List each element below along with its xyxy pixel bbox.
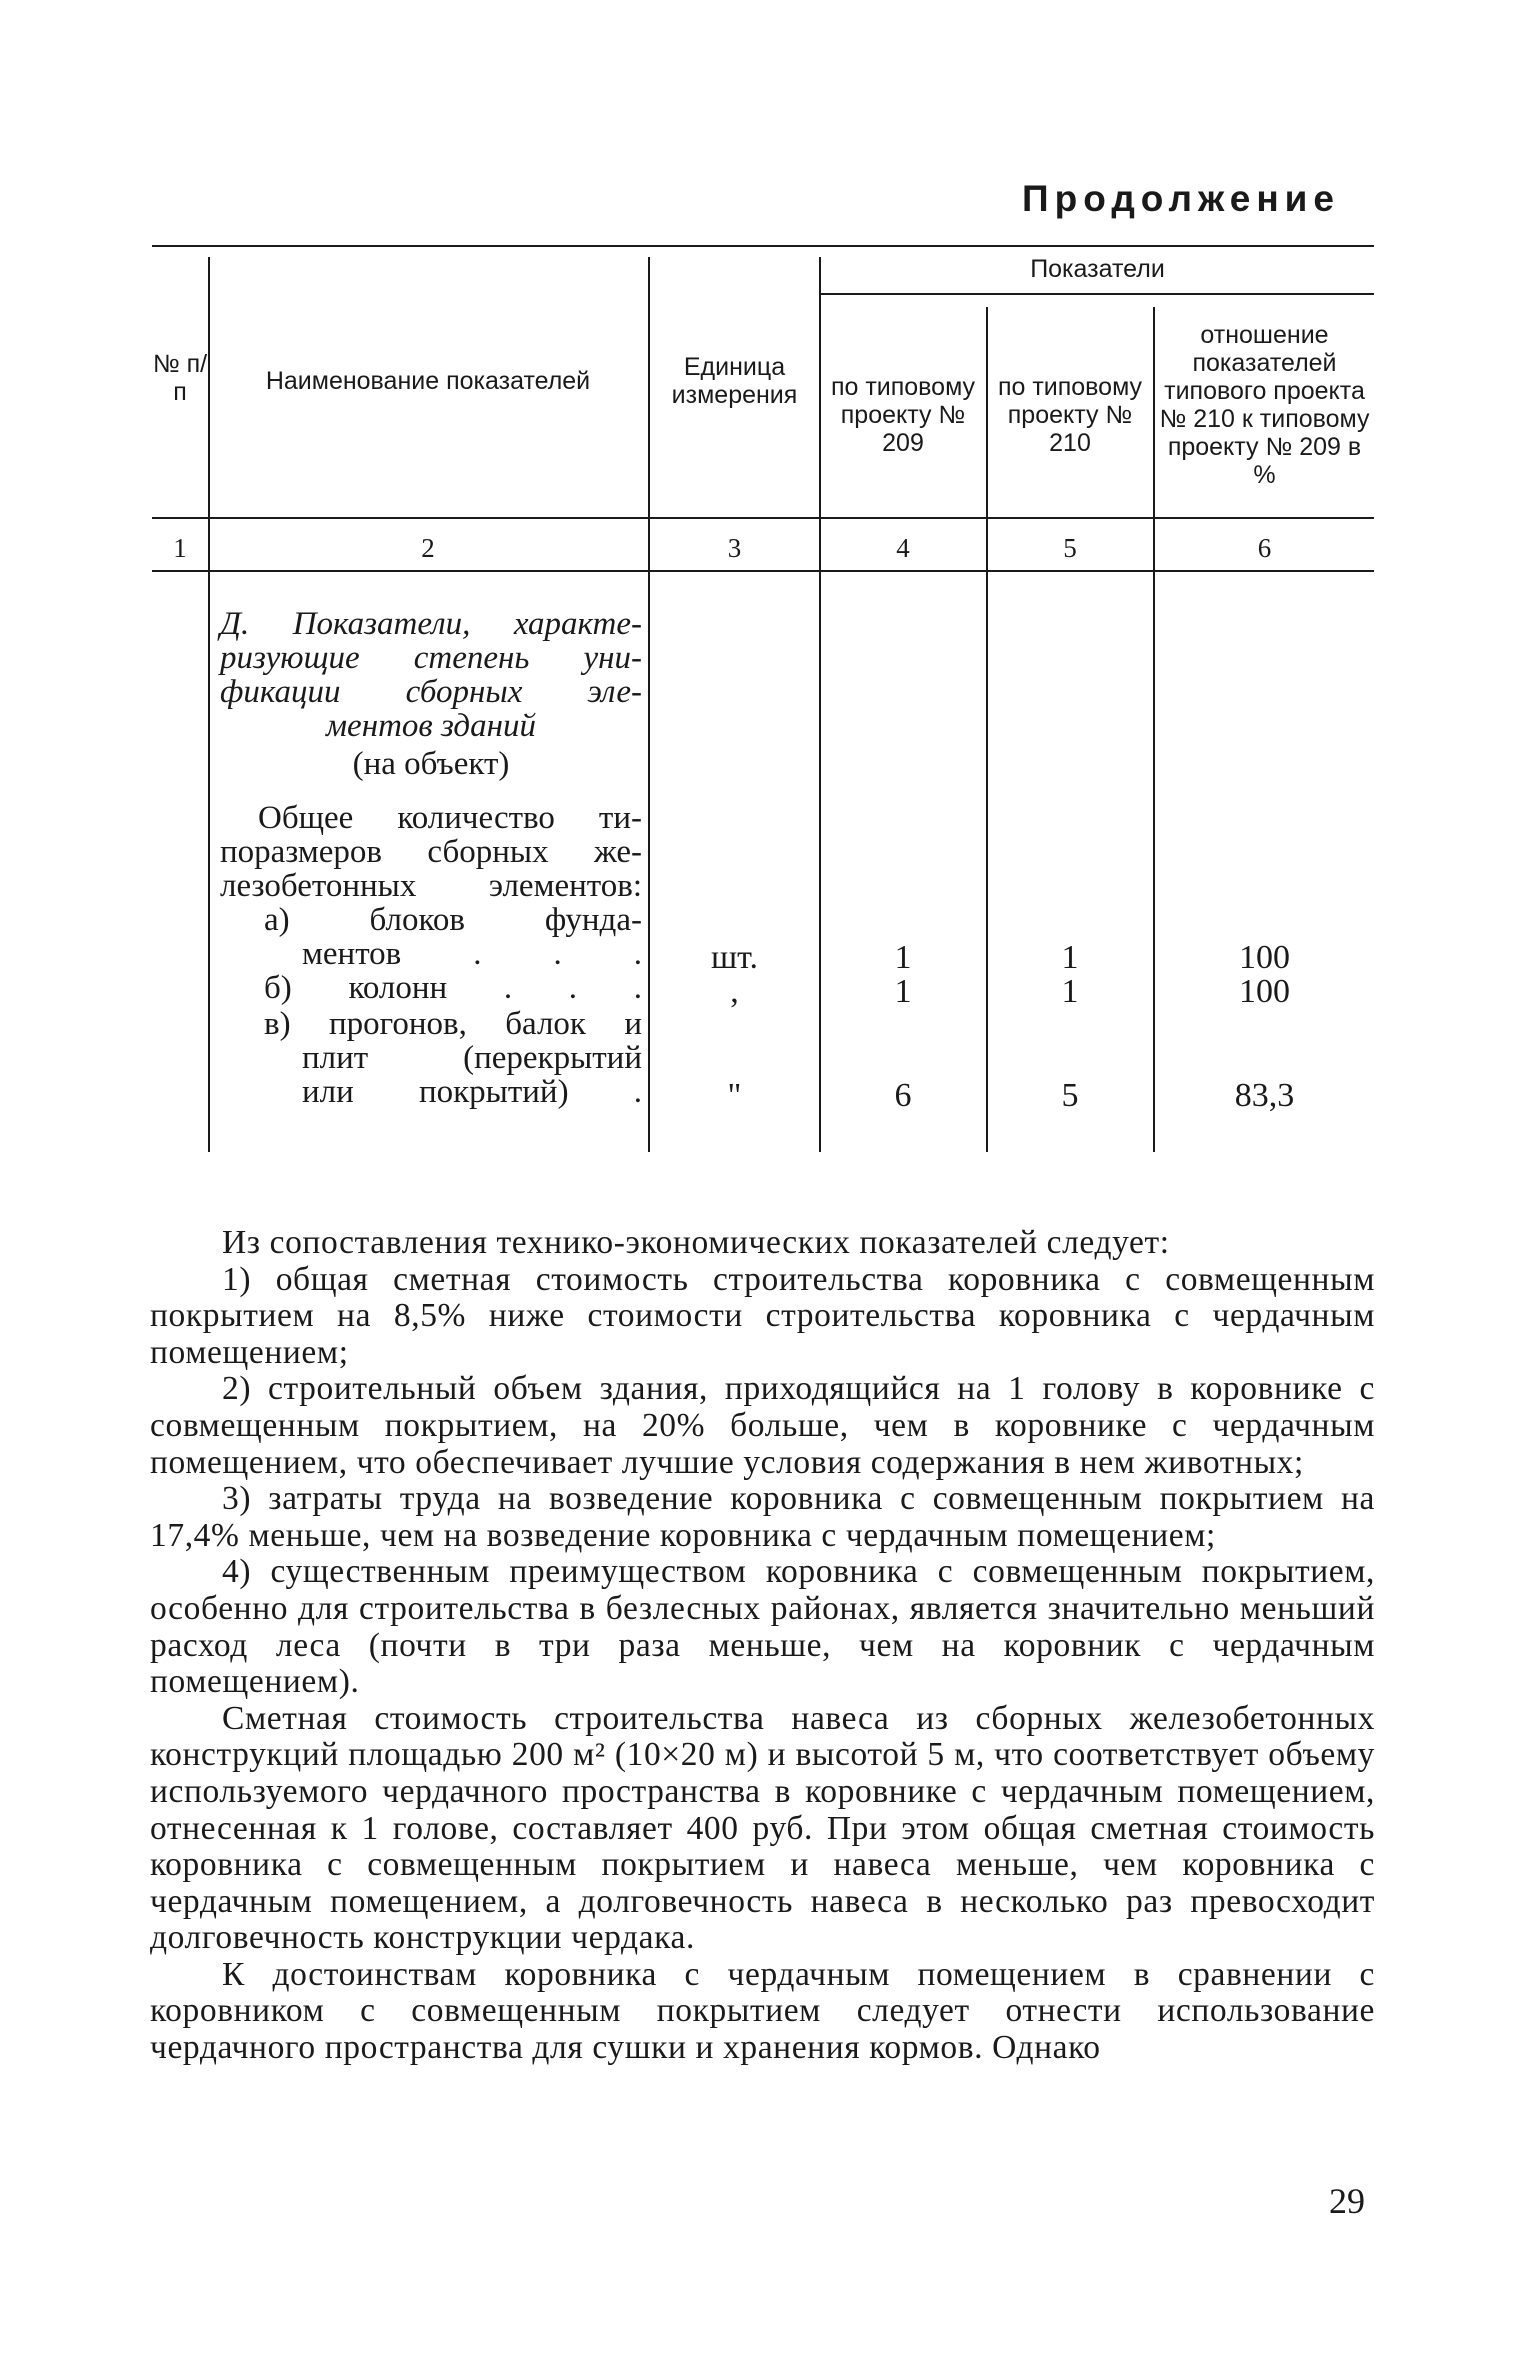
paragraph: Сметная стоимость строительства навеса из сборных железобетонных конструкций площадью 200 м² (10×20 м) и высотой 5 м, что соответствует объему используемого чердачного пространства в коровнике с чердачным помещением, отнесенная к 1 голове, составляет 400 руб. При этом общая сметная стоимость коровника с совмещенным покрытием и навеса меньше, чем коровника с чердачным помещением, а долговечность навеса в несколько раз превосходит долговечность конструкции чердака. [150,1699,1375,1957]
col-divider-5 [1153,307,1155,1152]
row-line: а) блоков фунда- [264,902,642,938]
col-divider-4 [986,307,988,1152]
page-number: 29 [1329,2181,1365,2221]
header-num: № п/п [152,350,208,406]
row-line: или покрытий) . [302,1074,642,1110]
row-line: в) прогонов, балок и [264,1006,642,1042]
colnum-bottom-rule [152,570,1374,572]
row-line: ментов . . . [302,936,642,972]
colnum-6: 6 [1257,533,1272,563]
intro-line: поразмеров сборных же- [220,834,642,870]
paragraph: 4) существенным преимуществом коровника с совмещенным покрытием, особенно для строительства в безлесных районах, является значительно меньший расход леса (почти в три раза меньше, чем на коровник с чердачным помещением). [150,1553,1375,1701]
row-line: плит (перекрытий [302,1040,642,1076]
table-row [220,903,642,971]
col-divider-1 [208,257,210,1152]
row-2-ratio: 100 [1239,973,1290,1010]
row-3-p210: 5 [1061,1077,1079,1114]
colnum-3: 3 [727,533,742,563]
paragraph: К достоинствам коровника с чердачным помещением в сравнении с коровником с совмещенным покрытием следует отнести использование чердачного пространства для сушки и хранения кормов. Однако [150,1955,1375,2067]
col-divider-3 [819,257,821,1152]
indicators-table [152,245,1374,1165]
table-top-rule [152,245,1374,247]
row-line: б) колонн . . . [264,970,642,1006]
header-col209: по типовому проекту № 209 [830,373,976,457]
colnum-5: 5 [1063,533,1077,563]
paragraph: 2) строительный объем здания, приходящийся на 1 голову в коровнике с совмещенным покрытием, на 20% больше, чем в коровнике с чердачным помещением, что обеспечивает лучшие условия содержания в нем животных; [150,1370,1375,1481]
header-group: Показатели [1030,255,1165,283]
header-name: Наименование показателей [265,367,591,395]
row-1-unit: шт. [711,939,758,976]
table-row [220,1007,642,1109]
table-row [220,971,642,1005]
intro-text [220,801,642,903]
header-bottom-rule [152,517,1374,519]
row-1-p210: 1 [1061,939,1079,976]
row-2-unit: , [730,973,739,1010]
row-2-p209: 1 [894,973,912,1010]
section-title-line: фикации сборных эле- [220,674,642,710]
section-note: (на объект) [352,746,510,782]
colnum-4: 4 [896,533,910,563]
row-3-unit: " [727,1077,742,1114]
paragraph: 3) затраты труда на возведение коровника с совмещенным покрытием на 17,4% меньше, чем на возведение коровника с чердачным помещением; [150,1480,1375,1554]
header-col210: по типовому проекту № 210 [997,373,1143,457]
section-title-line: Д. Показатели, характе- [220,606,642,642]
colnum-1: 1 [173,533,187,563]
header-unit: Единица измерения [671,353,798,409]
intro-line: лезобетонных элементов: [220,868,642,904]
colnum-2: 2 [421,533,435,563]
section-title-line: ризующие степень уни- [220,640,642,676]
row-1-p209: 1 [894,939,912,976]
section-title [220,607,642,743]
row-2-p210: 1 [1061,973,1079,1010]
row-1-ratio: 100 [1239,939,1290,976]
row-3-p209: 6 [894,1077,912,1114]
continuation-label: Продолжение [1022,178,1340,219]
paragraph: 1) общая сметная стоимость строительства коровника с совмещенным покрытием на 8,5% ниже стоимости строительства коровника с чердачным помещением; [150,1260,1375,1371]
paragraph: Из сопоставления технико-экономических показателей следует: [222,1224,1170,1261]
row-3-ratio: 83,3 [1234,1077,1295,1114]
group-header-rule [819,293,1374,295]
col-divider-2 [648,257,650,1152]
body-text [150,1225,1375,2067]
section-title-line: ментов зданий [326,708,536,744]
intro-line: Общее количество ти- [258,800,642,836]
header-ratio: отношение показателей типового проекта № 210 к типовому проекту № 209 в % [1159,321,1370,489]
